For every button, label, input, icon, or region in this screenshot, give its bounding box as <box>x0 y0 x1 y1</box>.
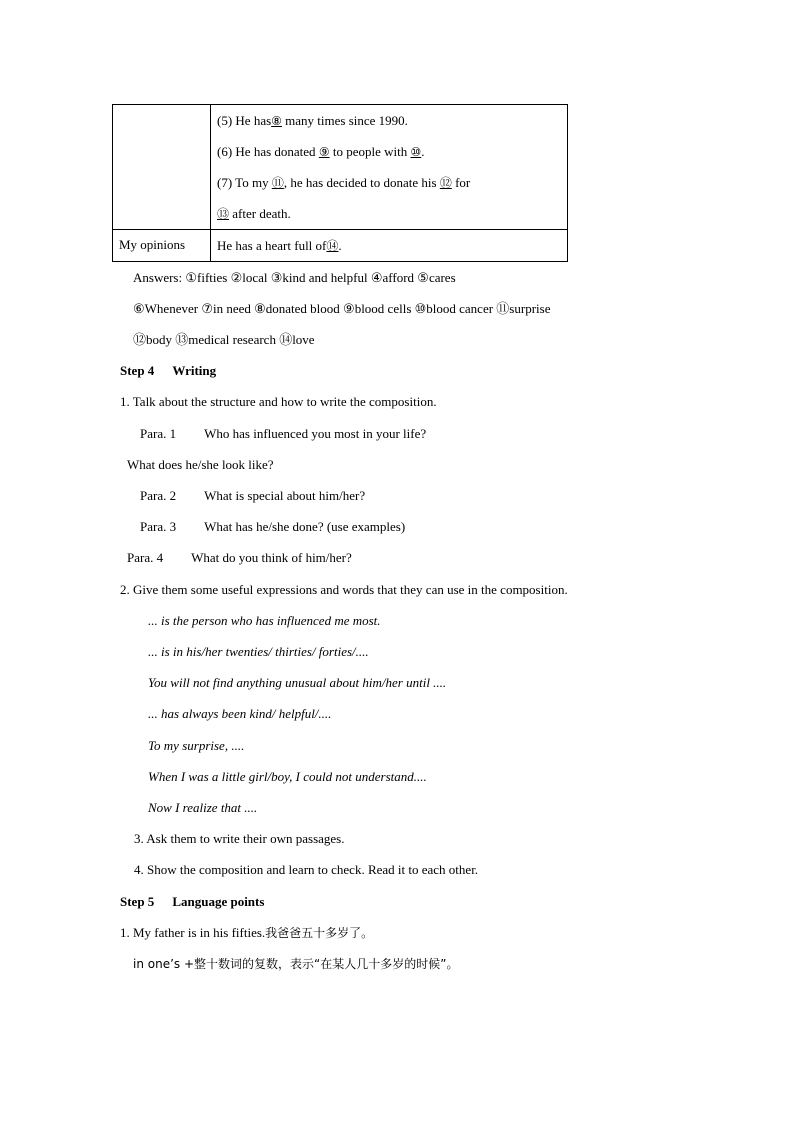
step4-item-4: 4. Show the composition and learn to check. Read it to each other. <box>134 862 479 877</box>
para-3-line: Para. 3 What has he/she done? (use examples) <box>140 519 406 534</box>
table-line-7: (7) To my ⑪, he has decided to donate his ⑫ for <box>217 175 471 190</box>
expression-3: You will not find anything unusual about him/her until .... <box>148 675 447 690</box>
expression-5: To my surprise, .... <box>148 738 245 753</box>
step4-item-3: 3. Ask them to write their own passages. <box>134 831 345 846</box>
expression-4: ... has always been kind/ helpful/.... <box>148 706 332 721</box>
blank-marker: ⑩ <box>410 145 422 159</box>
step5-heading: Step 5 Language points <box>120 894 265 909</box>
answers-line-2: ⑥Whenever ⑦in need ⑧donated blood ⑨blood cells ⑩blood cancer ⑪surprise <box>133 301 551 316</box>
expression-2: ... is in his/her twenties/ thirties/ forties/.... <box>148 644 369 659</box>
table-label-cell-empty <box>113 105 211 230</box>
blank-marker: ⑭ <box>326 239 339 253</box>
step5-item-1: 1. My father is in his fifties.我爸爸五十多岁了。 <box>120 925 374 940</box>
para-2-line: Para. 2 What is special about him/her? <box>140 488 366 503</box>
table-line-5: (5) He has⑧ many times since 1990. <box>217 113 408 128</box>
blank-marker: ⑪ <box>271 176 284 190</box>
blank-marker: ⑧ <box>271 114 282 128</box>
step4-item-2: 2. Give them some useful expressions and words that they can use in the composition. <box>120 582 568 597</box>
blank-marker: ⑬ <box>217 207 230 221</box>
blank-marker: ⑨ <box>318 145 330 159</box>
step4-item-1: 1. Talk about the structure and how to write the composition. <box>120 394 437 409</box>
opinion-line: He has a heart full of⑭. <box>217 238 342 253</box>
expression-1: ... is the person who has influenced me most. <box>148 613 381 628</box>
answers-line-3: ⑫body ⑬medical research ⑭love <box>133 332 315 347</box>
para-1-line: Para. 1 Who has influenced you most in your life? <box>140 426 427 441</box>
table-line-8: ⑬ after death. <box>217 206 291 221</box>
para-1-line-2: What does he/she look like? <box>127 457 274 472</box>
answers-line-1: Answers: ①fifties ②local ③kind and helpful ④afford ⑤cares <box>133 270 456 285</box>
table-row <box>113 105 568 230</box>
table-content-cell <box>211 105 568 230</box>
step5-item-1-note: in one’s +整十数词的复数，表示“在某人几十多岁的时候”。 <box>133 957 459 971</box>
table-label-cell: My opinions <box>113 230 211 262</box>
table-row <box>113 230 568 262</box>
expression-7: Now I realize that .... <box>148 800 258 815</box>
para-4-line: Para. 4 What do you think of him/her? <box>127 550 352 565</box>
blank-marker: ⑫ <box>439 176 452 190</box>
worksheet-table <box>112 104 568 262</box>
expression-6: When I was a little girl/boy, I could not understand.... <box>148 769 427 784</box>
table-content-cell <box>211 230 568 262</box>
step4-heading: Step 4 Writing <box>120 363 217 378</box>
table-line-6: (6) He has donated ⑨ to people with ⑩. <box>217 144 425 159</box>
